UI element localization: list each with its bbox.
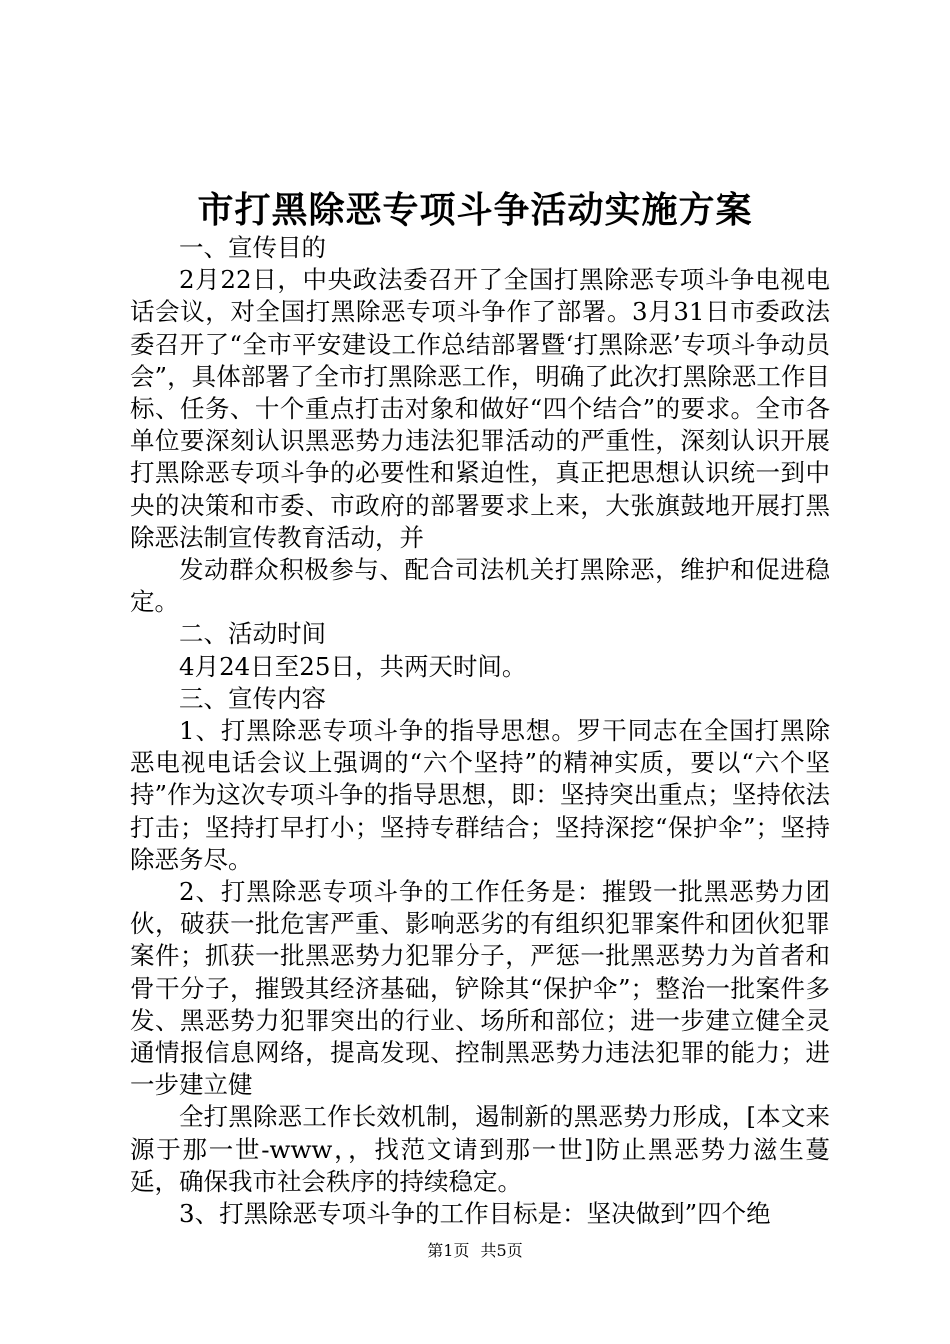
document-body bbox=[130, 232, 830, 1230]
paragraph: 2月22日，中央政法委召开了全国打黑除恶专项斗争电视电话会议，对全国打黑除恶专项斗争作了部署。3月31日市委政法委召开了“全市平安建设工作总结部署暨‘打黑除恶’专项斗争动员会”，具体部署了全市打黑除恶工作，明确了此次打黑除恶工作目标、任务、十个重点打击对象和做好“四个结合”的要求。全市各单位要深刻认识黑恶势力违法犯罪活动的严重性，深刻认识开展打黑除恶专项斗争的必要性和紧迫性，真正把思想认识统一到中央的决策和市委、市政府的部署要求上来，大张旗鼓地开展打黑除恶法制宣传教育活动，并 bbox=[130, 265, 830, 552]
page-total: 共5页 bbox=[480, 1241, 523, 1260]
section-heading-time: 二、活动时间 bbox=[179, 619, 326, 649]
paragraph: 4月24日至25日，共两天时间。 bbox=[179, 651, 527, 681]
page-footer bbox=[0, 1240, 950, 1262]
paragraph: 发动群众积极参与、配合司法机关打黑除恶，维护和促进稳定。 bbox=[130, 555, 830, 617]
paragraph: 3、打黑除恶专项斗争的工作目标是：坚决做到”四个绝 bbox=[179, 1199, 771, 1229]
paragraph: 全打黑除恶工作长效机制，遏制新的黑恶势力形成，[本文来源于那一世-www，，找范文请到那一世]防止黑恶势力滋生蔓延，确保我市社会秩序的持续稳定。 bbox=[130, 1102, 830, 1196]
paragraph: 2、打黑除恶专项斗争的工作任务是：摧毁一批黑恶势力团伙，破获一批危害严重、影响恶劣的有组织犯罪案件和团伙犯罪案件；抓获一批黑恶势力犯罪分子，严惩一批黑恶势力为首者和骨干分子，摧毁其经济基础，铲除其“保护伞”；整治一批案件多发、黑恶势力犯罪突出的行业、场所和部位；进一步建立健全灵通情报信息网络，提高发现、控制黑恶势力违法犯罪的能力；进一步建立健 bbox=[130, 877, 830, 1100]
section-heading-content: 三、宣传内容 bbox=[179, 683, 326, 713]
document-title: 市打黑除恶专项斗争活动实施方案 bbox=[197, 189, 753, 231]
paragraph: 1、打黑除恶专项斗争的指导思想。罗干同志在全国打黑除恶电视电话会议上强调的“六个坚持”的精神实质，要以“六个坚持”作为这次专项斗争的指导思想，即：坚持突出重点；坚持依法打击；坚持打早打小；坚持专群结合；坚持深挖“保护伞”；坚持除恶务尽。 bbox=[130, 716, 830, 874]
section-heading-purpose: 一、宣传目的 bbox=[179, 233, 326, 262]
page-number: 第1页 bbox=[427, 1241, 470, 1260]
